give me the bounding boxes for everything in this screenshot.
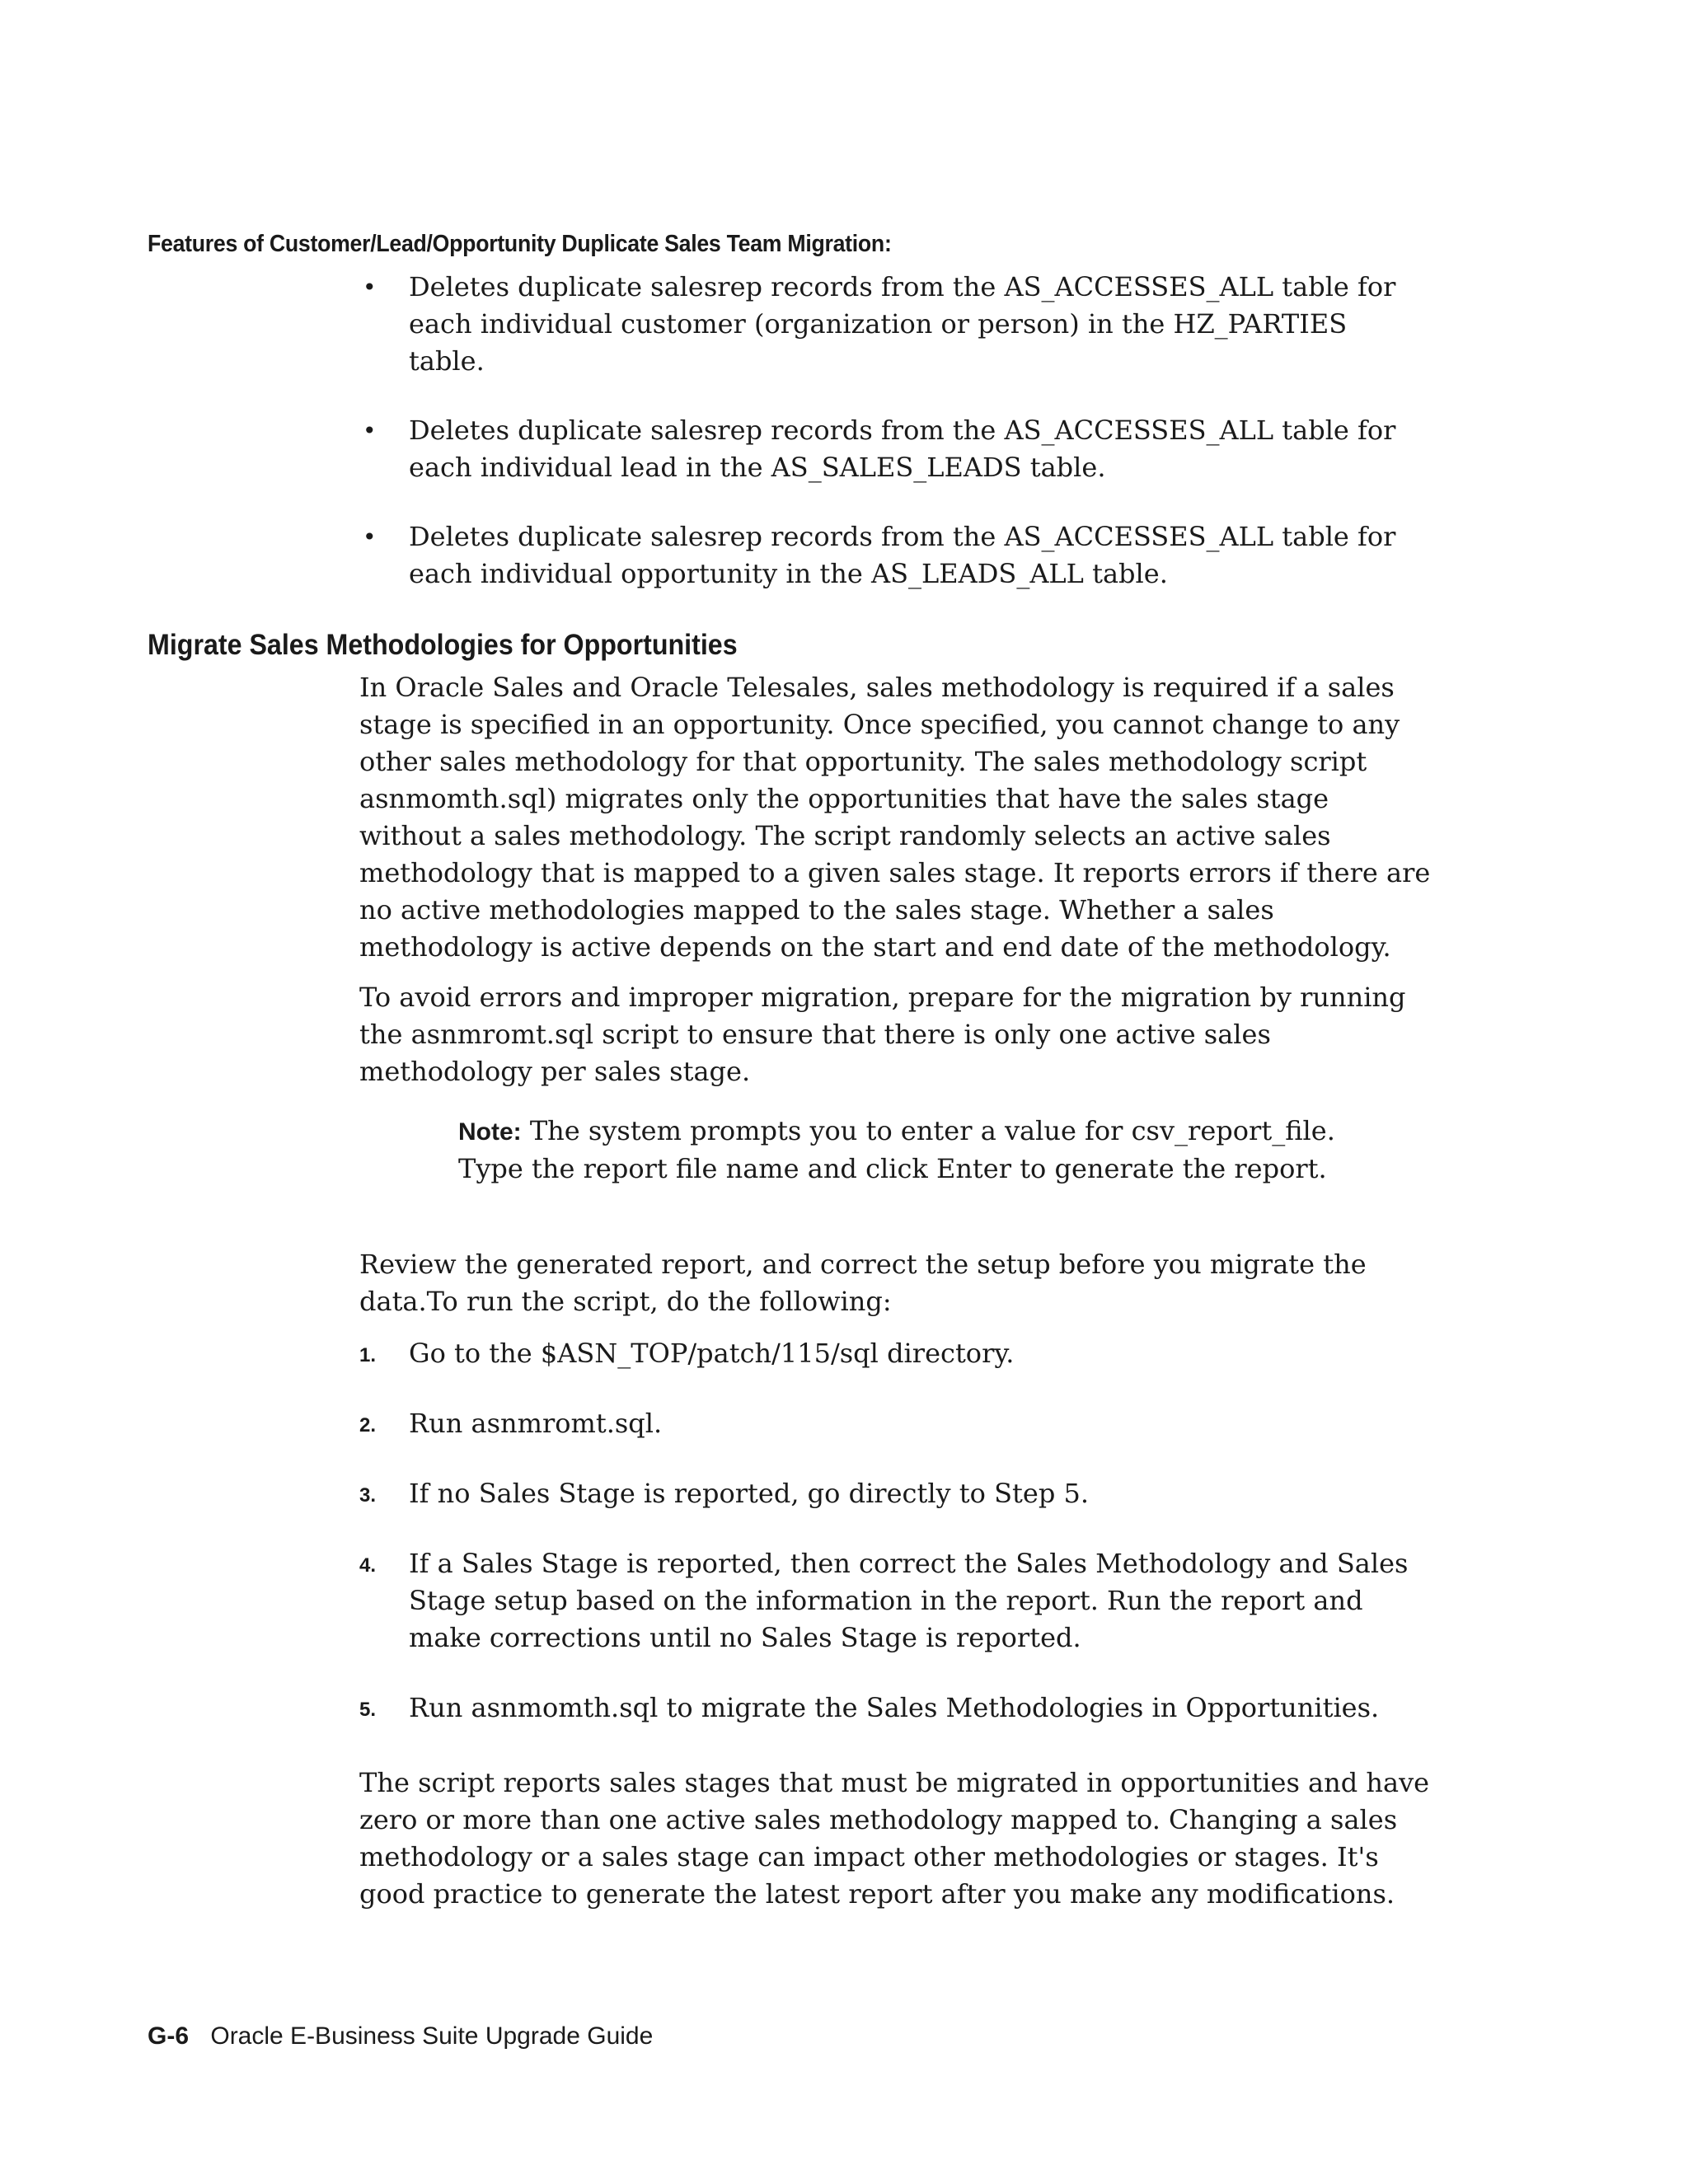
note-callout [458, 1113, 1365, 1188]
book-title: Oracle E-Business Suite Upgrade Guide [210, 2022, 654, 2050]
step-text: Run asnmromt.sql. [409, 1408, 663, 1439]
migrate-section-heading: Migrate Sales Methodologies for Opportunities [148, 629, 738, 661]
list-item [359, 1545, 1431, 1657]
list-item [359, 1690, 1431, 1727]
closing-paragraph: The script reports sales stages that must be migrated in opportunities and have zero or more than one active sales methodology mapped to. Changing a sales methodology or a sales stage can impact other methodologies or stages. It's good practice to generate the latest report after you make any modifications. [359, 1767, 1430, 1910]
list-item [359, 518, 1431, 593]
bullet-icon: • [363, 523, 377, 551]
intro-paragraph: In Oracle Sales and Oracle Telesales, sales methodology is required if a sales stage is specified in an opportunity. Once specified, you cannot change to any other sales methodology for that opportunity. The sales methodology script asnmomth.sql) migrates only the opportunities that have the sales stage without a sales methodology. The script randomly selects an active sales methodology that is mapped to a given sales stage. It reports errors if there are no active methodologies mapped to the sales stage. Whether a sales methodology is active depends on the start and end date of the methodology. [359, 672, 1431, 963]
list-item [359, 412, 1431, 486]
step-text: Run asnmomth.sql to migrate the Sales Methodologies in Opportunities. [409, 1692, 1380, 1723]
step-text: If no Sales Stage is reported, go directly to Step 5. [409, 1478, 1089, 1509]
step-number: 4. [359, 1554, 377, 1577]
step-number: 5. [359, 1699, 377, 1721]
review-paragraph: Review the generated report, and correct the setup before you migrate the data.To run the script, do the following: [359, 1249, 1367, 1317]
bullet-text: Deletes duplicate salesrep records from the AS_ACCESSES_ALL table for each individual customer (organization or person) in the HZ_PARTIES table. [409, 271, 1396, 377]
features-heading: Features of Customer/Lead/Opportunity Duplicate Sales Team Migration: [148, 231, 892, 257]
features-bullet-list [359, 269, 1431, 625]
bullet-icon: • [363, 274, 377, 301]
list-item [359, 1475, 1431, 1512]
steps-list [359, 1335, 1431, 1760]
preparation-paragraph: To avoid errors and improper migration, prepare for the migration by running the asnmromt.sql script to ensure that there is only one active sales methodology per sales stage. [359, 982, 1406, 1087]
bullet-text: Deletes duplicate salesrep records from the AS_ACCESSES_ALL table for each individual opportunity in the AS_LEADS_ALL table. [409, 521, 1396, 589]
bullet-icon: • [363, 417, 377, 444]
step-text: If a Sales Stage is reported, then correct the Sales Methodology and Sales Stage setup based on the information in the report. Run the report and make corrections until no Sales Stage is reported. [409, 1548, 1409, 1653]
step-number: 3. [359, 1484, 377, 1507]
page-number: G-6 [148, 2022, 190, 2050]
page-footer [148, 2022, 653, 2050]
note-text: The system prompts you to enter a value for csv_report_file. Type the report file name and click Enter to generate the report. [458, 1115, 1335, 1184]
step-number: 1. [359, 1344, 377, 1366]
bullet-text: Deletes duplicate salesrep records from the AS_ACCESSES_ALL table for each individual lead in the AS_SALES_LEADS table. [409, 415, 1396, 483]
step-number: 2. [359, 1414, 377, 1436]
step-text: Go to the $ASN_TOP/patch/115/sql directory. [409, 1338, 1015, 1369]
list-item [359, 1405, 1431, 1442]
list-item [359, 1335, 1431, 1372]
list-item [359, 269, 1431, 380]
note-label: Note: [458, 1118, 522, 1146]
